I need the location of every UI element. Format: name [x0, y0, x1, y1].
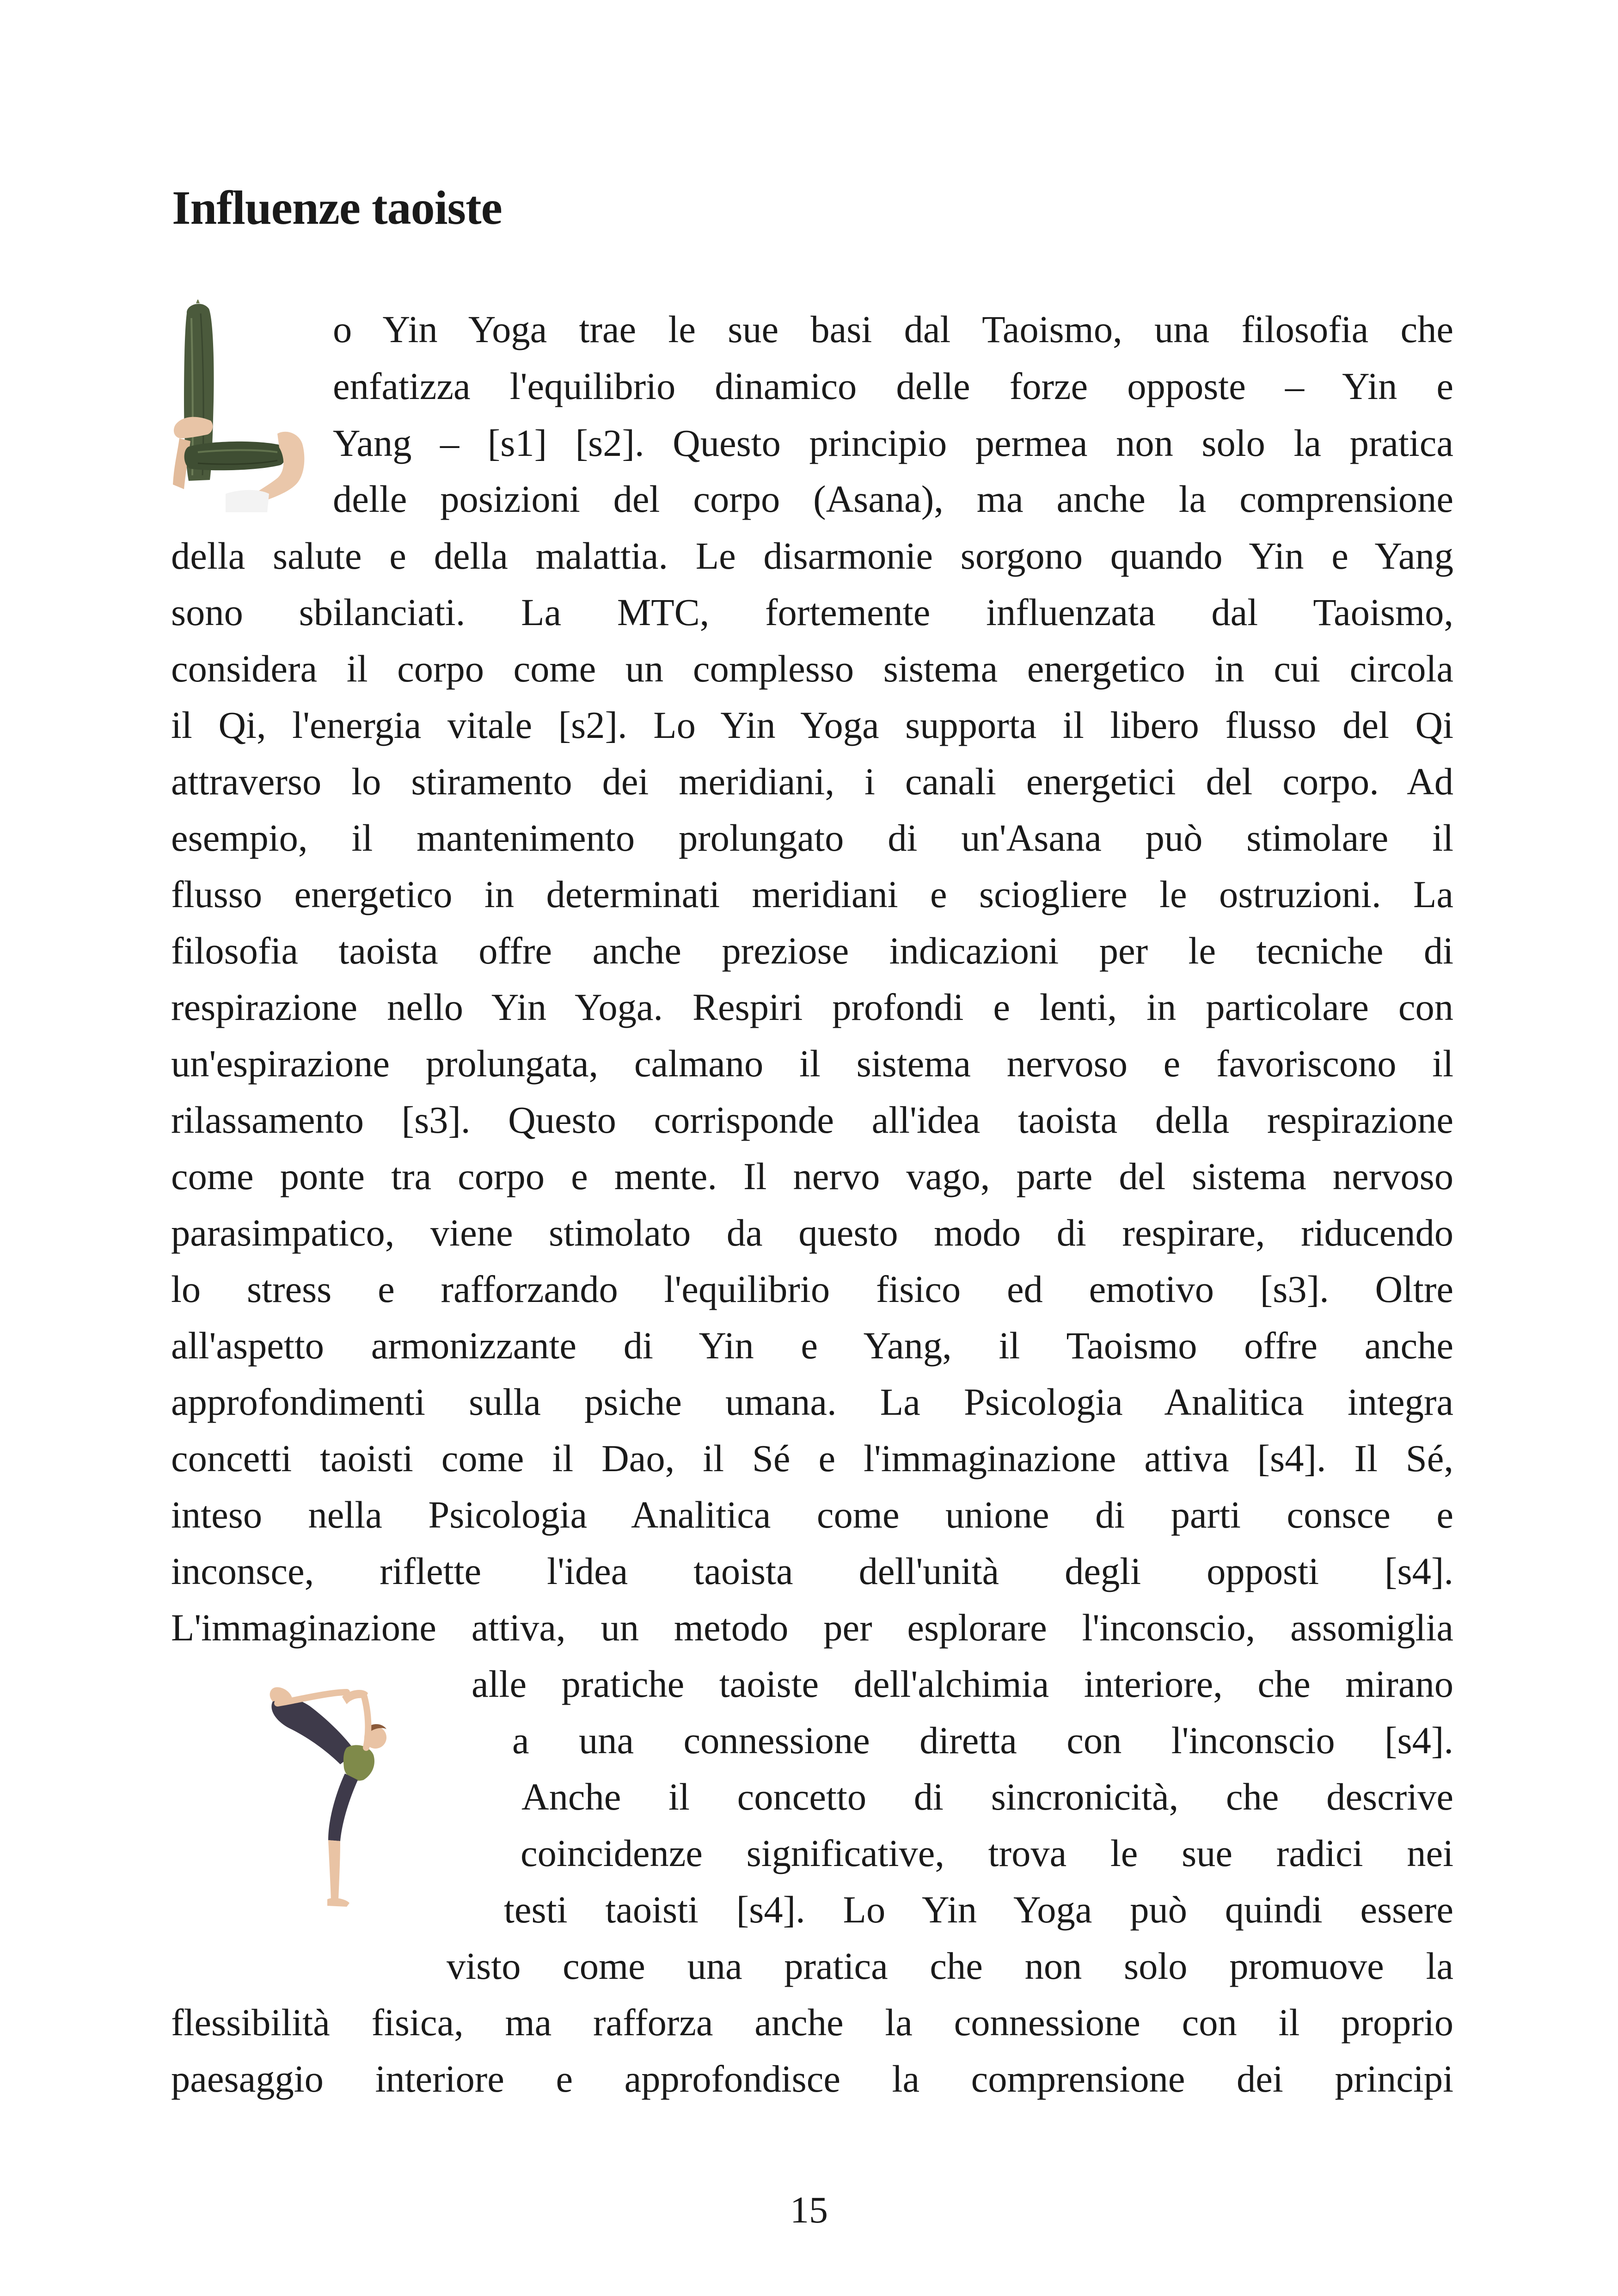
paragraph-line: lo stress e rafforzando l'equilibrio fisico ed emotivo [s3]. Oltre [171, 1268, 1453, 1310]
paragraph-line: concetti taoisti come il Dao, il Sé e l'immaginazione attiva [s4]. Il Sé, [171, 1437, 1453, 1480]
paragraph-line: Anche il concetto di sincronicità, che descrive [521, 1775, 1453, 1818]
paragraph-line: considera il corpo come un complesso sistema energetico in cui circola [171, 647, 1453, 690]
yoga-dancer-pose-icon [259, 1683, 398, 1923]
paragraph-line: Yang – [s1] [s2]. Questo principio permea non solo la pratica [333, 422, 1453, 464]
paragraph-line: il Qi, l'energia vitale [s2]. Lo Yin Yoga supporta il libero flusso del Qi [171, 704, 1453, 746]
paragraph-line: flessibilità fisica, ma rafforza anche la connessione con il proprio [171, 2001, 1453, 2044]
paragraph-line: un'espirazione prolungata, calmano il sistema nervoso e favoriscono il [171, 1042, 1453, 1085]
paragraph-line: alle pratiche taoiste dell'alchimia interiore, che mirano [472, 1663, 1453, 1705]
paragraph-line: visto come una pratica che non solo promuove la [447, 1945, 1453, 1987]
paragraph-line: L'immaginazione attiva, un metodo per esplorare l'inconscio, assomiglia [171, 1606, 1453, 1649]
paragraph-line: o Yin Yoga trae le sue basi dal Taoismo, una filosofia che [333, 308, 1453, 350]
paragraph-line: approfondimenti sulla psiche umana. La Psicologia Analitica integra [171, 1381, 1453, 1423]
paragraph-line: coincidenze significative, trova le sue radici nei [521, 1832, 1453, 1874]
paragraph-line: all'aspetto armonizzante di Yin e Yang, il Taoismo offre anche [171, 1324, 1453, 1367]
paragraph-line: a una connessione diretta con l'inconscio [s4]. [512, 1719, 1453, 1762]
zucchini-letter-l-icon [170, 300, 309, 512]
paragraph-line: inteso nella Psicologia Analitica come unione di parti consce e [171, 1493, 1453, 1536]
paragraph-line: sono sbilanciati. La MTC, fortemente influenzata dal Taoismo, [171, 591, 1453, 633]
paragraph-line: esempio, il mantenimento prolungato di un'Asana può stimolare il [171, 816, 1453, 859]
section-heading: Influenze taoiste [172, 181, 502, 234]
paragraph-line: attraverso lo stiramento dei meridiani, i canali energetici del corpo. Ad [171, 760, 1453, 803]
paragraph-line: della salute e della malattia. Le disarmonie sorgono quando Yin e Yang [171, 534, 1453, 577]
paragraph-line: inconsce, riflette l'idea taoista dell'unità degli opposti [s4]. [171, 1550, 1453, 1592]
paragraph-line: delle posizioni del corpo (Asana), ma anche la comprensione [333, 478, 1453, 520]
paragraph-line: enfatizza l'equilibrio dinamico delle forze opposte – Yin e [333, 365, 1453, 407]
paragraph-line: paesaggio interiore e approfondisce la comprensione dei principi [171, 2057, 1453, 2100]
paragraph-line: filosofia taoista offre anche preziose indicazioni per le tecniche di [171, 929, 1453, 972]
paragraph-line: rilassamento [s3]. Questo corrisponde all'idea taoista della respirazione [171, 1099, 1453, 1141]
page-number: 15 [790, 2189, 828, 2231]
paragraph-line: flusso energetico in determinati meridiani e sciogliere le ostruzioni. La [171, 873, 1453, 915]
paragraph-line: respirazione nello Yin Yoga. Respiri profondi e lenti, in particolare con [171, 986, 1453, 1028]
paragraph-line: come ponte tra corpo e mente. Il nervo vago, parte del sistema nervoso [171, 1155, 1453, 1197]
paragraph-line: testi taoisti [s4]. Lo Yin Yoga può quindi essere [504, 1888, 1453, 1931]
paragraph-line: parasimpatico, viene stimolato da questo modo di respirare, riducendo [171, 1211, 1453, 1254]
